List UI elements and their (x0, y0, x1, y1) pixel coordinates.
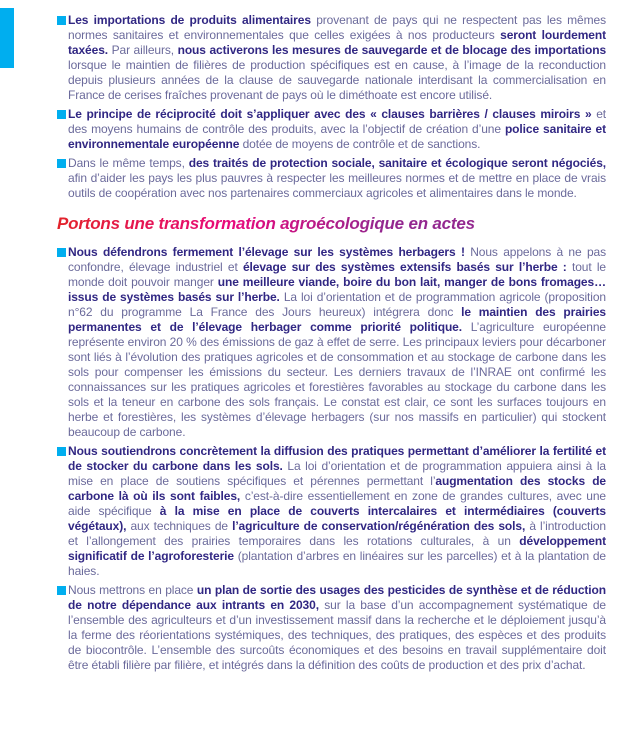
text-segment-bold: seront lourdement taxées. (68, 28, 606, 57)
text-segment: provenant de pays qui ne respectent pas les mêmes normes sanitaires et environnementales que celles exigées à nos producteurs (68, 13, 607, 42)
bullet-item (57, 583, 606, 673)
page-content (57, 13, 606, 677)
section-heading: Portons une transformation agroécologique en actes (57, 214, 475, 233)
text-segment-bold: l’agriculture de conservation/régénération des sols, (232, 519, 530, 533)
text-segment-bold: le maintien des prairies permanentes et de l’élevage herbager comme priorité politique. (68, 305, 606, 334)
bullet-list-top (57, 13, 606, 201)
text-segment-bold: augmentation des stocks de carbone là où ils sont faibles, (68, 474, 606, 503)
bullet-item (57, 444, 606, 579)
text-segment-bold: Le principe de réciprocité doit s’appliquer avec des « clauses barrières / clauses miroirs » (68, 107, 597, 121)
left-accent-bar (0, 8, 14, 68)
bullet-square-icon (57, 110, 66, 119)
bullet-square-icon (57, 16, 66, 25)
text-segment-bold: développement significatif de l’agroforesterie (68, 534, 606, 563)
text-segment: dotée de moyens de contrôle et de sanctions. (242, 137, 481, 151)
bullet-paragraph (68, 13, 606, 103)
text-segment: La loi d’orientation et de programmation appuiera ainsi à la mise en place de soutiens spécifiques et pérennes permettant l’ (68, 459, 606, 488)
text-segment: Nous mettrons en place (68, 583, 197, 597)
text-segment-bold: des traités de protection sociale, sanitaire et écologique seront négociés, (188, 156, 607, 170)
text-segment: Dans le même temps, (68, 156, 189, 170)
text-segment: L’agriculture européenne représente environ 20 % des émissions de gaz à effet de serre. Les principaux leviers pour décarboner sont liés à l’évolution des pratiques agricoles et de consommation et au stockage de carbone dans les sols pour compenser les émissions du secteur. Les derniers travaux de l’INRAE ont confirmé les connaissances sur les pratiques agricoles et forestières favorables au stockage du carbone dans les sols et la teneur en carbone des sols français. Le constat est clair, ce sont les surfaces toujours en herbe et forestières, les systèmes d’élevage herbagers (sur nos massifs en particulier) qui stockent beaucoup de carbone. (68, 320, 607, 439)
bullet-square-icon (57, 248, 66, 257)
bullet-item (57, 156, 606, 201)
text-segment-bold: Nous défendrons fermement l’élevage sur les systèmes herbagers ! (68, 245, 471, 259)
text-segment: tout le monde doit pouvoir manger (68, 260, 606, 289)
bullet-item (57, 107, 606, 152)
text-segment: (plantation d’arbres en linéaires sur les parcelles) et à la plantation de haies. (68, 549, 606, 578)
bullet-paragraph (68, 107, 606, 152)
text-segment-bold: à la mise en place de couverts intercalaires et intermédiaires (couverts végétaux), (68, 504, 607, 533)
text-segment: c’est-à-dire essentiellement en zone de grandes cultures, avec une aide spécifique (68, 489, 606, 518)
text-segment-bold: nous activerons les mesures de sauvegarde et de blocage des importations (177, 43, 607, 57)
text-segment: afin d’aider les pays les plus pauvres à respecter les meilleures normes et de mettre en place de vrais outils de coopération avec nos partenaires commerciaux agricoles et alimentaires dans le monde. (68, 171, 606, 200)
bullet-square-icon (57, 159, 66, 168)
text-segment-bold: Les importations de produits alimentaires (68, 13, 317, 27)
bullet-paragraph (68, 245, 606, 440)
text-segment-bold: une meilleure viande, boire du bon lait, manger de bons fromages… issus de systèmes basés sur l’herbe. (68, 275, 606, 304)
text-segment: à l’introduction et l’allongement des prairies temporaires dans les rotations culturales, à un (68, 519, 606, 548)
text-segment: Par ailleurs, (111, 43, 178, 57)
bullet-list-bottom (57, 245, 606, 673)
bullet-paragraph (68, 156, 606, 201)
bullet-square-icon (57, 447, 66, 456)
bullet-item (57, 245, 606, 440)
text-segment-bold: police sanitaire et environnementale européenne (68, 122, 606, 151)
bullet-item (57, 13, 606, 103)
bullet-paragraph (68, 583, 606, 673)
text-segment: sur la base d’un accompagnement systématique de l’ensemble des agriculteurs et d’un investissement massif dans la recherche et le déploiement jusqu’à la ferme des réorientations systémiques, des techniques, des pratiques, des espèces et des produits de biocontrôle. L’ensemble des surcoûts économiques et des besoins en travail supplémentaire doit être établi filière par filière, et intégrés dans la définition des coûts de production et des prix d’achat. (68, 598, 606, 672)
heading-row (57, 205, 606, 245)
bullet-square-icon (57, 586, 66, 595)
text-segment: Nous appelons à ne pas confondre, élevage industriel et (68, 245, 606, 274)
text-segment-bold: Nous soutiendrons concrètement la diffusion des pratiques permettant d’améliorer la fertilité et de stocker du carbone dans les sols. (68, 444, 606, 473)
text-segment: La loi d’orientation et de programmation agricole (proposition n°62 du programme La France des Jours heureux) intégrera donc (68, 290, 606, 319)
text-segment: et des moyens humains de contrôle des produits, avec la l’objectif de création d’une (68, 107, 606, 136)
text-segment: lorsque le maintien de filières de production spécifiques est en cause, à l’image de la reconduction depuis plusieurs années de la clause de sauvegarde nationale interdisant la commercialisation en France de cerises fraîches provenant de pays où le diméthoate est encore utilisé. (68, 58, 606, 102)
bullet-paragraph (68, 444, 606, 579)
text-segment: aux techniques de (130, 519, 233, 533)
text-segment-bold: élevage sur des systèmes extensifs basés sur l’herbe : (242, 260, 572, 274)
text-segment-bold: un plan de sortie des usages des pesticides de synthèse et de réduction de notre dépendance aux intrants en 2030, (68, 583, 606, 612)
